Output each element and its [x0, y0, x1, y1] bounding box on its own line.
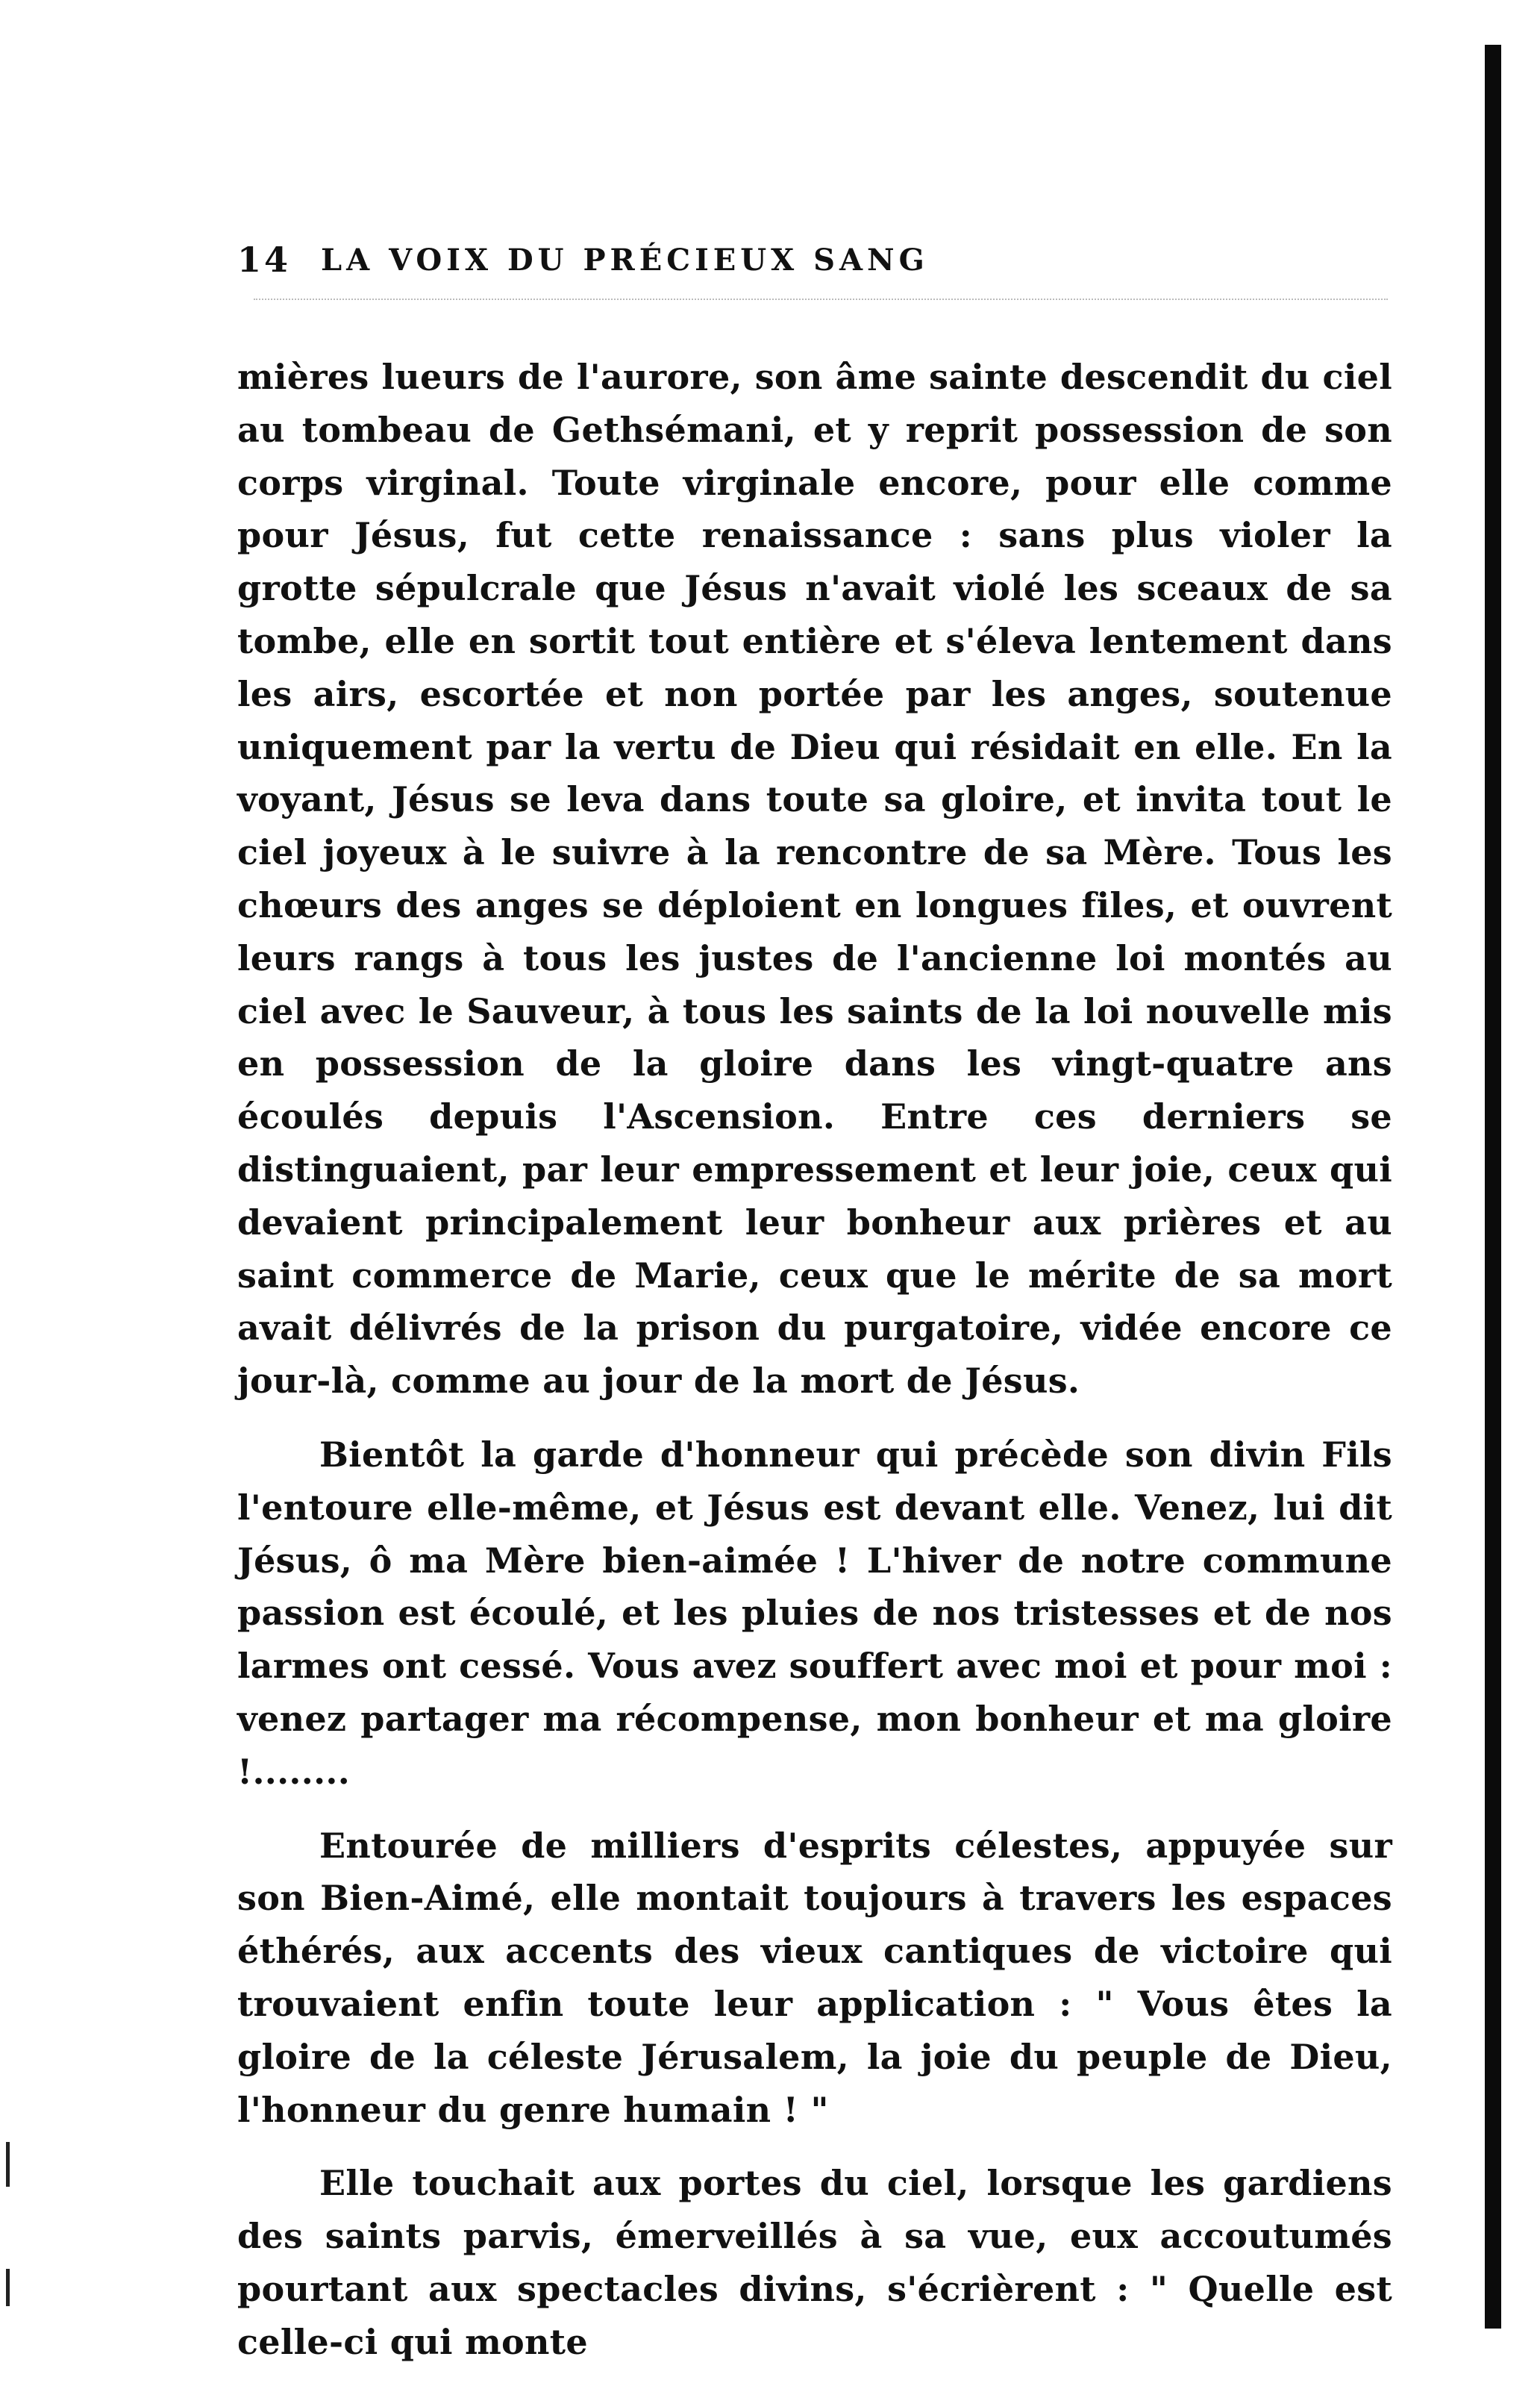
- header-divider: [254, 299, 1388, 300]
- text-body: [237, 351, 1392, 2389]
- running-head: [237, 237, 1386, 282]
- scan-edge-mark-2: [6, 2269, 10, 2306]
- paragraph-2: Bientôt la garde d'honneur qui précède son divin Fils l'entoure elle-même, et Jésus est devant elle. Venez, lui dit Jésus, ô ma Mère bien-aimée ! L'hiver de notre commune passion est écoulé, et les pluies de nos tristesses et de nos larmes ont cessé. Vous avez souffert avec moi et pour moi : venez partager ma récompense, mon bonheur et ma gloire !........: [237, 1434, 1392, 1792]
- paragraph-4: Elle touchait aux portes du ciel, lorsque les gardiens des saints parvis, émerveillés à sa vue, eux accoutumés pourtant aux spectacles divins, s'écrièrent : " Quelle est celle-ci qui monte: [237, 2163, 1392, 2362]
- page-number: 14: [237, 240, 292, 280]
- paragraph-3: Entourée de milliers d'esprits célestes, appuyée sur son Bien-Aimé, elle montait toujours à travers les espaces éthérés, aux accents des vieux cantiques de victoire qui trouvaient enfin toute leur application : " Vous êtes la gloire de la céleste Jérusalem, la joie du peuple de Dieu, l'honneur du genre humain ! ": [237, 1825, 1392, 2130]
- running-title: LA VOIX DU PRÉCIEUX SANG: [321, 242, 929, 278]
- scan-edge-bar: [1485, 45, 1501, 2329]
- scan-edge-mark-1: [6, 2142, 10, 2187]
- paragraph-1: mières lueurs de l'aurore, son âme sainte descendit du ciel au tombeau de Gethsémani, et y reprit possession de son corps virginal. Toute virginale encore, pour elle comme pour Jésus, fut cette renaissance : sans plus violer la grotte sépulcrale que Jésus n'avait violé les sceaux de sa tombe, elle en sortit tout entière et s'éleva lentement dans les airs, escortée et non portée par les anges, soutenue uniquement par la vertu de Dieu qui résidait en elle. En la voyant, Jésus se leva dans toute sa gloire, et invita tout le ciel joyeux à le suivre à la rencontre de sa Mère. Tous les chœurs des anges se déploient en longues files, et ouvrent leurs rangs à tous les justes de l'ancienne loi montés au ciel avec le Sauveur, à tous les saints de la loi nouvelle mis en possession de la gloire dans les vingt-quatre ans écoulés depuis l'Ascension. Entre ces derniers se distinguaient, par leur empressement et leur joie, ceux qui devaient principalement leur bonheur aux prières et au saint commerce de Marie, ceux que le mérite de sa mort avait délivrés de la prison du purgatoire, vidée encore ce jour-là, comme au jour de la mort de Jésus.: [237, 357, 1392, 1402]
